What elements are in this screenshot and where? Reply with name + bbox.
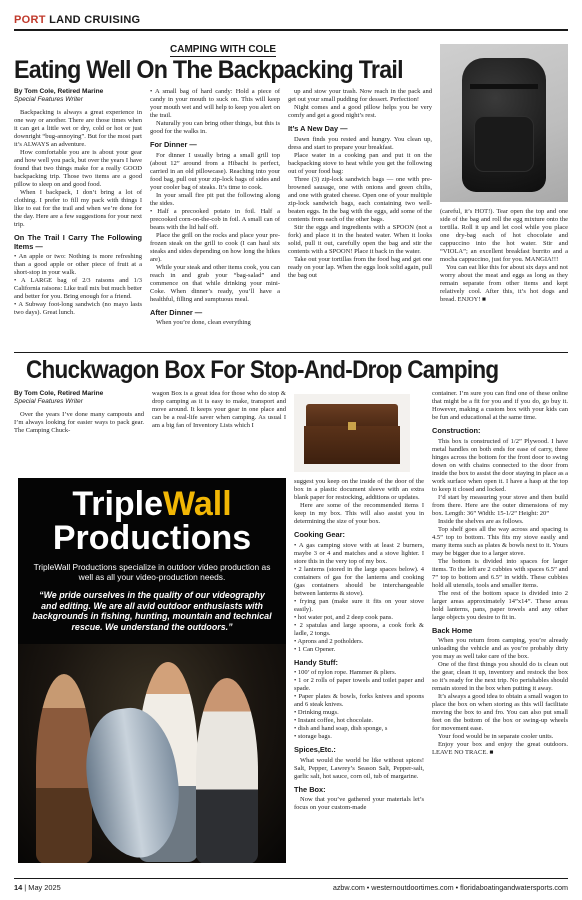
paragraph: up and stow your trash. Now reach in the pack and get out your small pudding for dessert. Perfection! [288, 88, 432, 103]
article1-bytitle: Special Features Writer [14, 96, 83, 103]
paragraph: Enjoy your box and enjoy the great outdoors. LEAVE NO TRACE. ■ [432, 741, 568, 756]
article2-bytitle: Special Features Writer [14, 398, 83, 405]
paragraph: For dinner I usually bring a small grill top (about 12” around from a Hibachi is perfect, carried in an old pillowcase). Reaching into your food bag, pull out your zip-lock bags of sides and your cooler bag of steaks. It’s time to cook. [150, 151, 280, 191]
page-number: 14 [14, 883, 23, 892]
paragraph: How comfortable you are is about your gear and how well you pack, but over the years I have found that two things make for a really GOOD backpacking trip. Those two items are a good pillow to sleep on and good food. [14, 149, 142, 188]
ad-title-line1 [18, 486, 286, 522]
article-divider [14, 352, 568, 353]
paragraph: Stir the eggs and ingredients with a SPOON (not a fork) and place it in the heated water. When it looks solid, pull it out, carefully open the bag and stir the contents with a SPOON! Place it back in the water. [288, 223, 432, 255]
paragraph: It’s always a good idea to obtain a small wagon to place the box on when storing as this will facilitate moving the box to and fro. You can also put small feet on the bottom of the box or swing-up wheels for movement ease. [432, 693, 568, 732]
paragraph: The rest of the bottom space is divided into 2 larger areas approximately 14”x14”. These areas hold lanterns, pans, paper towels and any other large objects you desire to fit in. [432, 589, 568, 621]
paragraph: Take out your tortillas from the food bag and get one ready on your lap. When the eggs look solid again, pull the bag out [288, 255, 432, 279]
bullet: • A LARGE bag of 2/3 raisons and 1/3 California raisons: Like trail mix but much better and better for you. Bring enough for a friend. [14, 277, 142, 300]
paragraph: What would the world be like without spices! Salt, Pepper, Lawrey’s Season Salt, Pepper-salt, garlic salt, hot sauce, corn oil, tub of margarine. [294, 756, 424, 780]
paragraph: I’d start by measuring your stove and then build from there. Here are the outer dimensions of my box. Length: 36” Width: 15-1/2” Height: 20” [432, 493, 568, 517]
box-latch [348, 422, 356, 430]
bullet: • storage bags. [294, 733, 332, 740]
backpack-strap [470, 84, 538, 89]
bullet: • dish and hand soap, dish sponge, s [294, 725, 388, 732]
paragraph: wagon Box is a great idea for those who do stop & drop camping as it is easy to make, transport and move around. It keeps your gear in one place and can be a real-life saver when camping. As usual I am a big fan of Inventory Lists which I [152, 390, 286, 429]
article2-col1 [14, 390, 144, 435]
bullet: • 100’ of nylon rope. Hammer & pliers. [294, 669, 397, 676]
subheading: It’s A New Day — [288, 124, 348, 133]
ad-title-line2: Productions [52, 519, 252, 557]
article1-headline: Eating Well On The Backpacking Trail [14, 56, 403, 84]
paragraph: The bottom is divided into spaces for larger items. To the left are 2 cubbies with spaces 6.5” and 7” top to bottom and 6.5” in width. These cubbies hold all utensils, tools and smaller items. [432, 557, 568, 589]
bullet: • Paper plates & bowls, forks knives and spoons and 6 steak knives. [294, 693, 424, 708]
column-kicker: CAMPING WITH COLE [170, 44, 277, 55]
article1-col1 [14, 88, 142, 317]
backpack-photo [440, 44, 568, 202]
subheading: Cooking Gear: [294, 530, 345, 539]
section-label [14, 14, 140, 26]
angler-left [36, 674, 92, 863]
bullet: • A gas camping stove with at least 2 burners, maybe 3 or 4 and matches and a stove lighter. I store this in the very top of my box. [294, 541, 424, 565]
subheading: The Box: [294, 784, 326, 794]
subheading: Handy Stuff: [294, 657, 338, 667]
article2-col2 [152, 390, 286, 430]
footer-websites[interactable]: azbw.com • westernoutdoortimes.com • floridaboatingandwatersports.com [332, 883, 568, 892]
subheading: Construction: [432, 426, 481, 435]
section-rest: LAND CRUISING [49, 14, 141, 26]
paragraph: Night comes and a good pillow helps you be very comfy and get a good night’s rest. [288, 104, 432, 119]
fishing-photo [18, 644, 286, 863]
paragraph: You can eat like this for about six days and not worry about the meat and eggs as long as they remain separate from other items and kept relatively cool. After this, it’s hot dogs and bread. ENJOY! ■ [440, 264, 568, 303]
backpack-pocket [474, 116, 534, 172]
bullet: • Drinking mugs. [294, 709, 339, 716]
bullet: • frying pan (make sure it fits on your stove easily). [294, 597, 424, 613]
footer-page-info [14, 883, 61, 892]
bullet: • Half a precooked potato in foil. Half a precooked corn-on-the-cob in foil. A small can of beans with the lid half off. [150, 207, 280, 231]
paragraph: container. I’m sure you can find one of these online that might be a fit for you and if you do, go buy it. However, making a custom box with your kids can be fun and educational at the same time. [432, 390, 568, 421]
bullet: • 2 spatulas and large spoons, a cook fork & ladle, 2 tongs. [294, 621, 424, 637]
paragraph: Now that you’ve gathered your materials let’s focus on your custom-made [294, 796, 424, 811]
subheading: After Dinner — [150, 307, 203, 317]
paragraph: Backpacking is always a great experience in one way or another. There are those times when it can get a little wet or dry, cold or hot or just downright “bug-annoying”. But for the most part it’s ALWAYS an adventure. [14, 109, 142, 148]
article1-byline: By Tom Cole, Retired Marine [14, 88, 104, 95]
article2-col4 [432, 390, 568, 757]
footer-rule [14, 878, 568, 879]
bullet: • 1 Can Opener. [294, 645, 336, 653]
bullet: • Aprons and 2 potholders. [294, 637, 364, 645]
paragraph: While your steak and other items cook, you can reach in and grab your “bag-salad” and commence on that while drinking your mini-Coke. When dinner’s ready, you’ll have a healthful, filling and sumptuous meal. [150, 263, 281, 303]
article2-byline: By Tom Cole, Retired Marine [14, 390, 104, 397]
paragraph: Naturally you can bring other things, but this is good for the walks in. [150, 120, 280, 135]
paragraph: Inside the shelves are as follows. [438, 517, 524, 525]
ad-body: TripleWall Productions specialize in outdoor video production as well as all your video-production needs. [33, 562, 271, 582]
paragraph: suggest you keep on the inside of the door of the box in a plastic document sleeve with an extra blank paper for restocking, additions or updates. [294, 478, 424, 501]
bullet: • hot water pot, and 2 deep cook pans. [294, 613, 394, 621]
article1-col3 [288, 88, 432, 280]
paragraph: In your small fire pit put the following along the sides. [150, 191, 280, 207]
subheading: On The Trail I Carry The Following Items — [14, 233, 142, 251]
chuckwagon-box-photo [294, 394, 410, 472]
paragraph: Dawn finds you rested and hungry. You clean up, dress and start to prepare your breakfast. [288, 135, 432, 151]
header-rule [14, 29, 568, 31]
paragraph: Over the years I’ve done many campouts and I’m always looking for easier ways to pack gear. The Camping Chuck- [14, 411, 144, 434]
bullet: • Instant coffee, hot chocolate. [294, 717, 374, 724]
bullet: • A small bag of hard candy: Hold a piece of candy in your mouth to suck on. This will keep your mouth wet and will help to keep you alert on the trail. [150, 88, 280, 119]
subheading: Back Home [432, 625, 473, 635]
article1-col4 [440, 208, 568, 304]
subheading: Spices,Etc.: [294, 745, 336, 754]
paragraph: Place the grill on the rocks and place your pre-frozen steak on the grill to cook (I can haul six steaks and sides depending on how long the hikes are). [150, 231, 280, 263]
paragraph: This box is constructed of 1/2” Plywood. I have metal handles on both ends for ease of carry, three hinges across the bottom for the front door to swing down on with chains connected to the door from inside the box to assist the door staying in place as a work surface when open it. I have a hasp at the top to keep it closed and locked. [432, 437, 568, 493]
article2-col3 [294, 478, 424, 812]
ad-title-word2: Wall [163, 485, 232, 523]
section-word: PORT [14, 14, 46, 26]
angler-right [196, 678, 258, 863]
subheading: For Dinner — [150, 140, 197, 149]
paragraph: Top shelf goes all the way across and spacing is 4.5” top to bottom. This fits my stove easily and many items such as plates & bowls next to it. Yours may be bigger due to a larger stove. [432, 525, 568, 557]
article1-col2 [150, 88, 280, 327]
paragraph: When you return from camping, you’re already unloading the vehicle and as you’re probably dirty you may as well take care of the box. [432, 637, 568, 660]
ad-title-word1: Triple [72, 485, 164, 523]
article2-headline: Chuckwagon Box For Stop-And-Drop Camping [26, 356, 499, 384]
bullet: • 2 lanterns (stored in the large spaces below). 4 containers of gas for the lanterns and cooking (gas containers should be interchangeable between lanterns & stove). [294, 565, 424, 597]
paragraph: One of the first things you should do is clean out the gear, clean it up, inventory and restock the box so it’s ready for the next trip. No perishables should remain stored in the box when putting it away. [432, 661, 568, 692]
issue-date: May 2025 [28, 883, 61, 892]
paragraph: Your food would be in separate cooler units. [438, 733, 554, 740]
bullet: • An apple or two: Nothing is more refreshing than a good apple or other piece of fruit at a short-stop in your walk. [14, 253, 142, 276]
paragraph: When you’re done, clean everything [156, 319, 251, 326]
paragraph: Three (3) zip-lock sandwich bags — one with pre-browned sausage, one with onions and green chilis, and one with grated cheese. Open one of your multiple zip-lock sandwich bags, each containing two well-beaten eggs. In the bag with the eggs, add some of the contents from each of the other bags. [288, 175, 432, 223]
box-body [304, 426, 400, 464]
paragraph: When I backpack, I don’t bring a lot of clothing. I prefer to fill my pack with things I like to eat for the trail and when we’re done for the day. Here are a few suggestions for your next trip. [14, 189, 142, 228]
paragraph: Place water in a cooking pan and put it on the backpacking stove to heat while you get the following out of your food bag: [288, 151, 432, 175]
bullet: • 1 or 2 rolls of paper towels and toilet paper and spade. [294, 677, 424, 692]
paragraph: (careful, it’s HOT!). Tear open the top and one side of the bag and roll the egg mixture onto the tortilla. Roll it up and let cool while you place one dry-bag each of hot chocolate and cappuccino into the hot water. Stir and “VIOLA”; an excellent breakfast burrito and a mocha cappuccino, just for you. MANGIA!!! [440, 208, 568, 263]
paragraph: Here are some of the recommended items I keep in my box. This will also assist you in determining the size of your box. [294, 502, 424, 525]
ad-quote: “We pride ourselves in the quality of our videography and editing. We are all avid outdoor enthusiasts with backgrounds in fishing, hunting, mountain and technical rescue. We understand the outdoors.” [32, 590, 272, 632]
bullet: • A Subway foot-long sandwich (no mayo lasts two days). Great lunch. [14, 301, 142, 316]
triplewall-advertisement[interactable] [18, 478, 286, 863]
footer-separator: | [24, 883, 27, 892]
